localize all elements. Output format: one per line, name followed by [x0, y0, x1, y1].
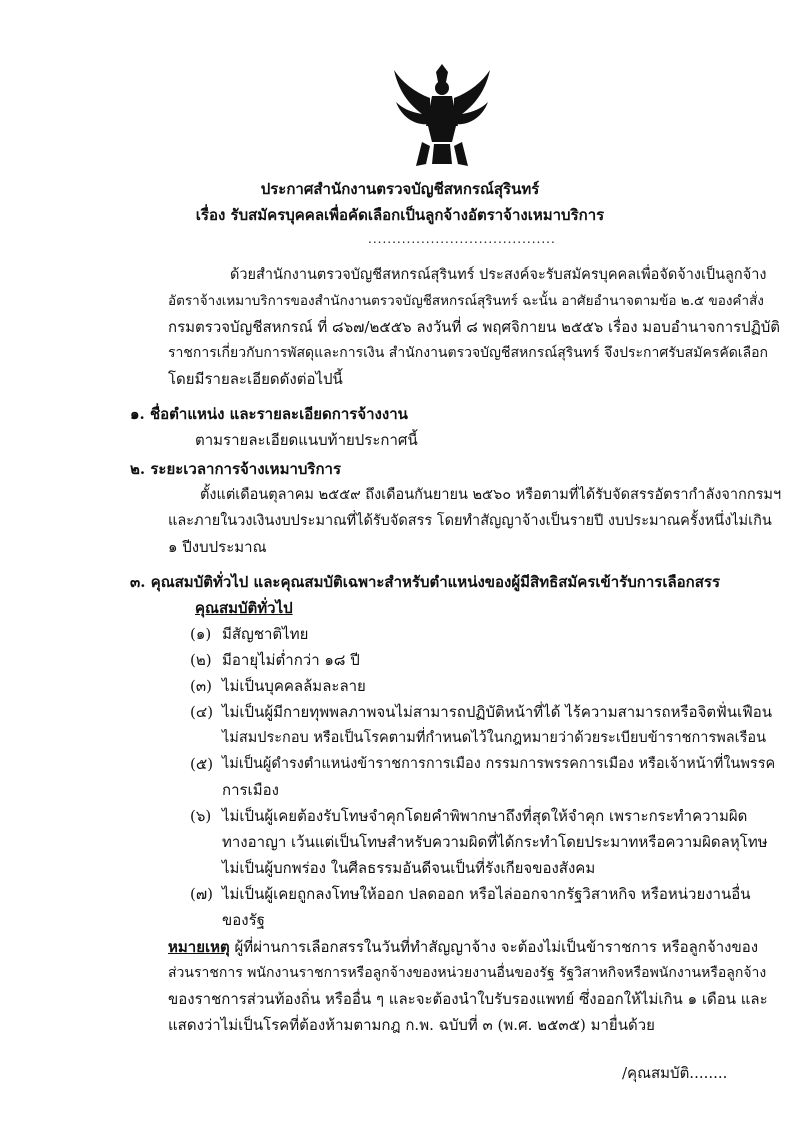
item-6-text-line-2: ทางอาญา เว้นแต่เป็นโทษสำหรับความผิดที่ได้กระทำโดยประมาทหรือความผิดลหุโทษ — [222, 833, 768, 851]
item-2-text: มีอายุไม่ต่ำกว่า ๑๘ ปี — [222, 651, 360, 669]
item-1-number: (๑) — [190, 625, 212, 643]
item-5-number: (๕) — [190, 755, 214, 773]
page-continuation: /คุณสมบัติ........ — [622, 1064, 728, 1082]
note-first-text: ผู้ที่ผ่านการเลือกสรรในวันที่ทำสัญญาจ้าง จะต้องไม่เป็นข้าราชการ หรือลูกจ้างของ — [229, 938, 759, 956]
item-3-number: (๓) — [190, 677, 212, 695]
announcement-title: ประกาศสำนักงานตรวจบัญชีสหกรณ์สุรินทร์ — [260, 180, 540, 198]
intro-line-2: อัตราจ้างเหมาบริการของสำนักงานตรวจบัญชีสหกรณ์สุรินทร์ ฉะนั้น อาศัยอำนาจตามข้อ ๒.๕ ของคำสั่ง — [168, 293, 764, 309]
note-line-1 — [168, 937, 758, 957]
item-1-text: มีสัญชาติไทย — [222, 625, 309, 643]
note-line-3: ของราชการส่วนท้องถิ่น หรืออื่น ๆ และจะต้องนำใบรับรองแพทย์ ซึ่งออกให้ไม่เกิน ๑ เดือน และ — [168, 990, 768, 1008]
note-line-4: แสดงว่าไม่เป็นโรคที่ต้องห้ามตามกฎ ก.พ. ฉบับที่ ๓ (พ.ศ. ๒๕๓๕) มายื่นด้วย — [168, 1016, 655, 1034]
item-5-text-line-2: การเมือง — [222, 781, 279, 799]
note-line-2: ส่วนราชการ พนักงานราชการหรือลูกจ้างของหน่วยงานอื่นของรัฐ รัฐวิสาหกิจหรือพนักงานหรือลูกจ้าง — [168, 965, 767, 981]
item-7-number: (๗) — [190, 885, 213, 903]
section-3-heading: ๓. คุณสมบัติทั่วไป และคุณสมบัติเฉพาะสำหรับตำแหน่งของผู้มีสิทธิสมัครเข้ารับการเลือกสรร — [130, 573, 720, 591]
item-6-text-line-1: ไม่เป็นผู้เคยต้องรับโทษจำคุกโดยคำพิพากษาถึงที่สุดให้จำคุก เพราะกระทำความผิด — [222, 807, 748, 825]
section-1-body: ตามรายละเอียดแนบท้ายประกาศนี้ — [195, 431, 418, 449]
item-4-text-line-2: ไม่สมประกอบ หรือเป็นโรคตามที่กำหนดไว้ในกฎหมายว่าด้วยระเบียบข้าราชการพลเรือน — [222, 730, 767, 746]
item-4-number: (๔) — [190, 703, 214, 721]
section-2-line-2: และภายในวงเงินงบประมาณที่ได้รับจัดสรร โดยทำสัญญาจ้างเป็นรายปี งบประมาณครั้งหนึ่งไม่เกิน — [168, 513, 772, 529]
item-7-text-line-1: ไม่เป็นผู้เคยถูกลงโทษให้ออก ปลดออก หรือไล่ออกจากรัฐวิสาหกิจ หรือหน่วยงานอื่น — [222, 885, 751, 903]
item-2-number: (๒) — [190, 651, 212, 669]
section-2-line-1: ตั้งแต่เดือนตุลาคม ๒๕๕๙ ถึงเดือนกันยายน ๒๕๖๐ หรือตามที่ได้รับจัดสรรอัตรากำลังจากกรมฯ — [200, 487, 782, 503]
section-3-subheading: คุณสมบัติทั่วไป — [195, 599, 293, 617]
item-7-text-line-2: ของรัฐ — [222, 911, 265, 929]
item-6-text-line-3: ไม่เป็นผู้บกพร่อง ในศีลธรรมอันดีจนเป็นที่รังเกียจของสังคม — [222, 859, 596, 877]
item-5-text-line-1: ไม่เป็นผู้ดำรงตำแหน่งข้าราชการการเมือง กรรมการพรรคการเมือง หรือเจ้าหน้าที่ในพรรค — [222, 756, 776, 772]
intro-line-1: ด้วยสำนักงานตรวจบัญชีสหกรณ์สุรินทร์ ประสงค์จะรับสมัครบุคคลเพื่อจัดจ้างเป็นลูกจ้าง — [230, 267, 767, 283]
note-label: หมายเหตุ — [168, 938, 230, 956]
intro-line-3: กรมตรวจบัญชีสหกรณ์ ที่ ๘๖๗/๒๕๕๖ ลงวันที่ ๘ พฤศจิกายน ๒๕๕๖ เรื่อง มอบอำนาจการปฏิบัติ — [168, 318, 781, 336]
item-4-text-line-1: ไม่เป็นผู้มีกายทุพพลภาพจนไม่สามารถปฏิบัติหน้าที่ได้ ไร้ความสามารถหรือจิตฟั่นเฟือน — [222, 703, 772, 721]
section-2-line-3: ๑ ปีงบประมาณ — [168, 538, 267, 556]
section-2-heading: ๒. ระยะเวลาการจ้างเหมาบริการ — [130, 460, 342, 478]
title-separator: ....................................... — [368, 232, 556, 246]
garuda-emblem — [392, 62, 492, 168]
section-1-heading: ๑. ชื่อตำแหน่ง และรายละเอียดการจ้างงาน — [130, 405, 408, 423]
intro-line-4: ราชการเกี่ยวกับการพัสดุและการเงิน สำนักงานตรวจบัญชีสหกรณ์สุรินทร์ จึงประกาศรับสมัครคัดเลือก — [168, 345, 769, 361]
intro-line-5: โดยมีรายละเอียดดังต่อไปนี้ — [168, 370, 343, 388]
item-6-number: (๖) — [190, 807, 212, 825]
item-3-text: ไม่เป็นบุคคลล้มละลาย — [222, 677, 366, 695]
announcement-subject: เรื่อง รับสมัครบุคคลเพื่อคัดเลือกเป็นลูกจ้างอัตราจ้างเหมาบริการ — [195, 206, 605, 224]
